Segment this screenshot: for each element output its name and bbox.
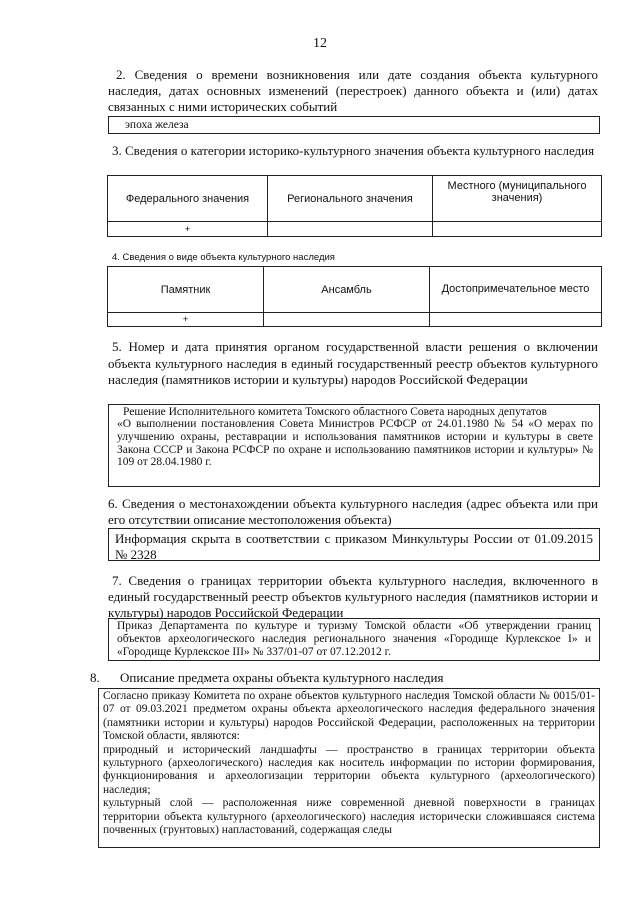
type-mark-ensemble	[264, 313, 430, 327]
category-col-local: Местного (муниципального значения)	[433, 176, 602, 222]
section-5-value-box	[108, 404, 600, 487]
section-8-heading: Описание предмета охраны объекта культурного наследия	[120, 670, 444, 685]
section-8-value-box	[98, 688, 600, 848]
category-mark-regional	[268, 222, 433, 237]
section-8-paragraph-1: Согласно приказу Комитета по охране объектов культурного наследия Томской области № 0015/01-07 от 09.03.2021 предметом охраны объекта археологического наследия федерального значения (памятники истории и культуры) народов Российской Федерации, расположенных на территории Томской области, являются:	[103, 690, 595, 743]
type-col-ensemble: Ансамбль	[264, 267, 430, 313]
section-7-value: Приказ Департамента по культуре и туризму Томской области «Об утверждении границ объектов археологического наследия регионального значения «Городище Курлекское I» и «Городище Курлекское III» № 337/01-07 от 07.12.2012 г.	[117, 620, 591, 658]
category-mark-local	[433, 222, 602, 237]
type-table	[107, 266, 602, 327]
section-8-number: 8.	[90, 670, 100, 685]
section-6-heading: 6. Сведения о местонахождении объекта культурного наследия (адрес объекта или при его отсутствии описание местоположения объекта)	[108, 496, 598, 527]
page-number: 12	[313, 36, 327, 51]
type-col-monument: Памятник	[108, 267, 264, 313]
section-5-heading: 5. Номер и дата принятия органом государственной власти решения о включении объекта культурного наследия в единый государственный реестр объектов культурного наследия (памятников истории и культуры) народов Российской Федерации	[108, 339, 598, 387]
section-8-paragraph-3: культурный слой — расположенная ниже современной дневной поверхности в границах территории объекта культурного (археологического) наследия исторически сложившаяся система почвенных (грунтовых) напластований, содержащая следы	[103, 797, 595, 837]
section-2-heading: 2. Сведения о времени возникновения или дате создания объекта культурного наследия, датах основных изменений (перестроек) данного объекта и (или) датах связанных с ними исторических событий	[108, 67, 598, 114]
type-mark-landmark	[430, 313, 602, 327]
section-4-heading: 4. Сведения о виде объекта культурного наследия	[112, 252, 335, 263]
section-5-value-line2: «О выполнении постановления Совета Министров РСФСР от 24.01.1980 № 54 «О мерах по улучшению охраны, реставрации и использования памятников истории и культуры в свете Закона СССР и Закона РСФСР по охране и использованию памятников истории и культуры» № 109 от 28.04.1980 г.	[117, 418, 593, 469]
category-col-federal: Федерального значения	[108, 176, 268, 222]
section-3-heading: 3. Сведения о категории историко-культурного значения объекта культурного наследия	[112, 143, 595, 158]
type-mark-monument: +	[108, 313, 264, 327]
type-col-landmark: Достопримечательное место	[430, 267, 602, 313]
category-mark-federal: +	[108, 222, 268, 237]
section-2-value-box	[108, 116, 600, 134]
section-6-value-box	[108, 528, 600, 561]
section-5-value-line1: Решение Исполнительного комитета Томского областного Совета народных депутатов	[123, 406, 547, 418]
section-7-value-box	[108, 618, 600, 661]
category-col-regional: Регионального значения	[268, 176, 433, 222]
section-7-heading: 7. Сведения о границах территории объекта культурного наследия, включенного в единый государственный реестр объектов культурного наследия (памятников истории и культуры) народов Российской Федерации	[108, 573, 598, 620]
section-2-value: эпоха железа	[125, 119, 189, 131]
category-table	[107, 175, 602, 237]
section-6-value: Информация скрыта в соответствии с приказом Минкультуры России от 01.09.2015 № 2328	[115, 531, 593, 562]
section-8-paragraph-2: природный и исторический ландшафты — пространство в границах территории объекта культурного (археологического) наследия как носитель информации по истории формирования, функционирования и археологизации территории объекта культурного (археологического) наследия;	[103, 743, 595, 796]
